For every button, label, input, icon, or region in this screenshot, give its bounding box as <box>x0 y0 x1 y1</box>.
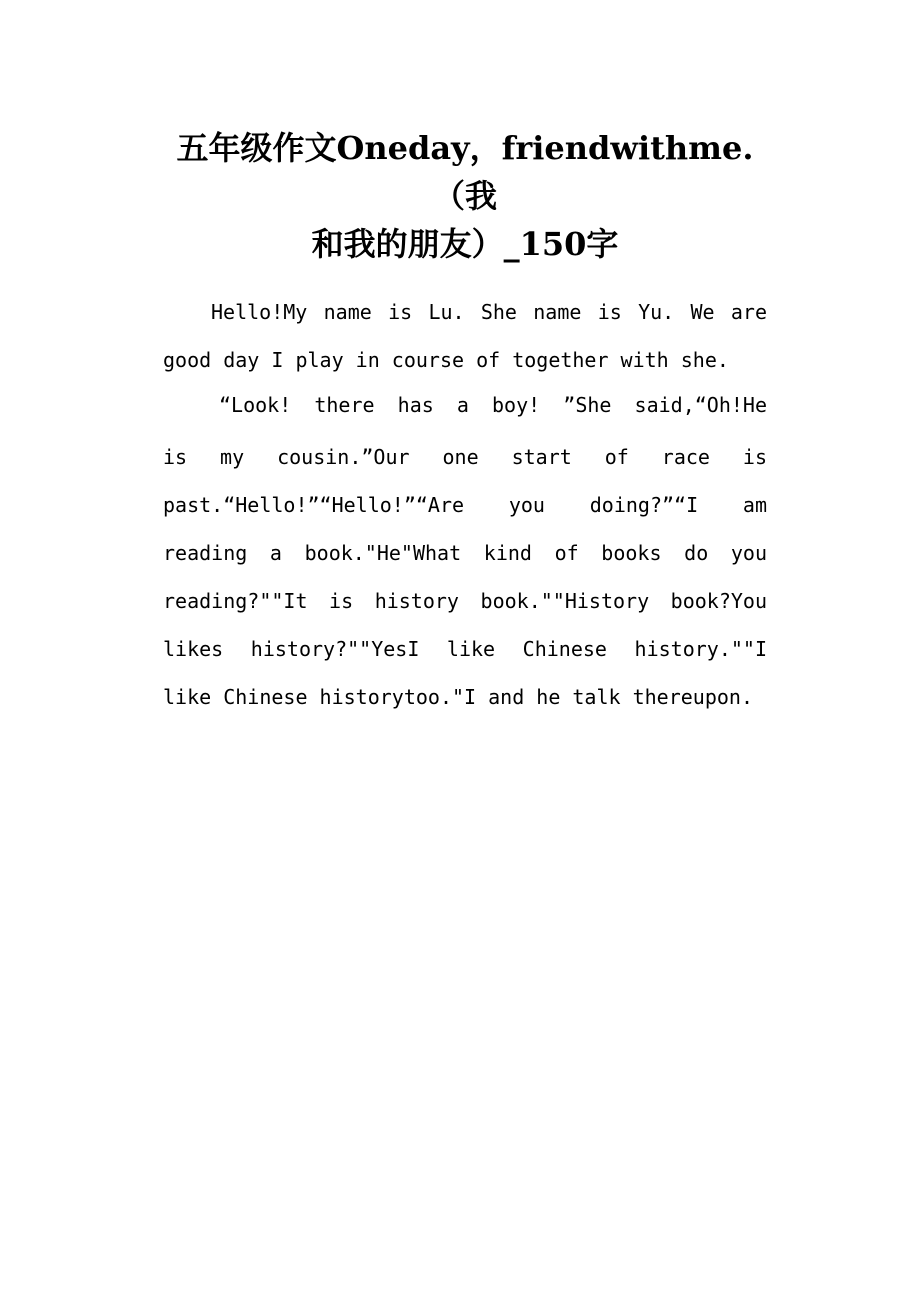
paragraph-2-line-3: past.“Hello!”“Hello!”“Are you doing?”“I am <box>163 493 767 517</box>
paragraph-2-line-4: reading a book."He"What kind of books do you <box>163 541 767 565</box>
paragraph-2-line-2: is my cousin.”Our one start of race is <box>163 445 767 469</box>
document-title <box>150 124 780 268</box>
paragraph-1-line-1: Hello!My name is Lu. She name is Yu. We are <box>211 300 767 324</box>
paragraph-2-line-5: reading?""It is history book.""History book?You <box>163 589 767 613</box>
title-line-1: 五年级作文Oneday，friendwithme.（我 <box>176 129 754 215</box>
paragraph-2-line-6: likes history?""YesI like Chinese history.""I <box>163 637 767 661</box>
paragraph-1-line-2: good day I play in course of together with she. <box>163 348 729 372</box>
paragraph-2-line-1: “Look! there has a boy! ”She said,“Oh!He <box>219 393 767 417</box>
title-line-2: 和我的朋友）_150字 <box>311 225 619 263</box>
paragraph-2-line-7: like Chinese historytoo."I and he talk thereupon. <box>163 685 754 709</box>
